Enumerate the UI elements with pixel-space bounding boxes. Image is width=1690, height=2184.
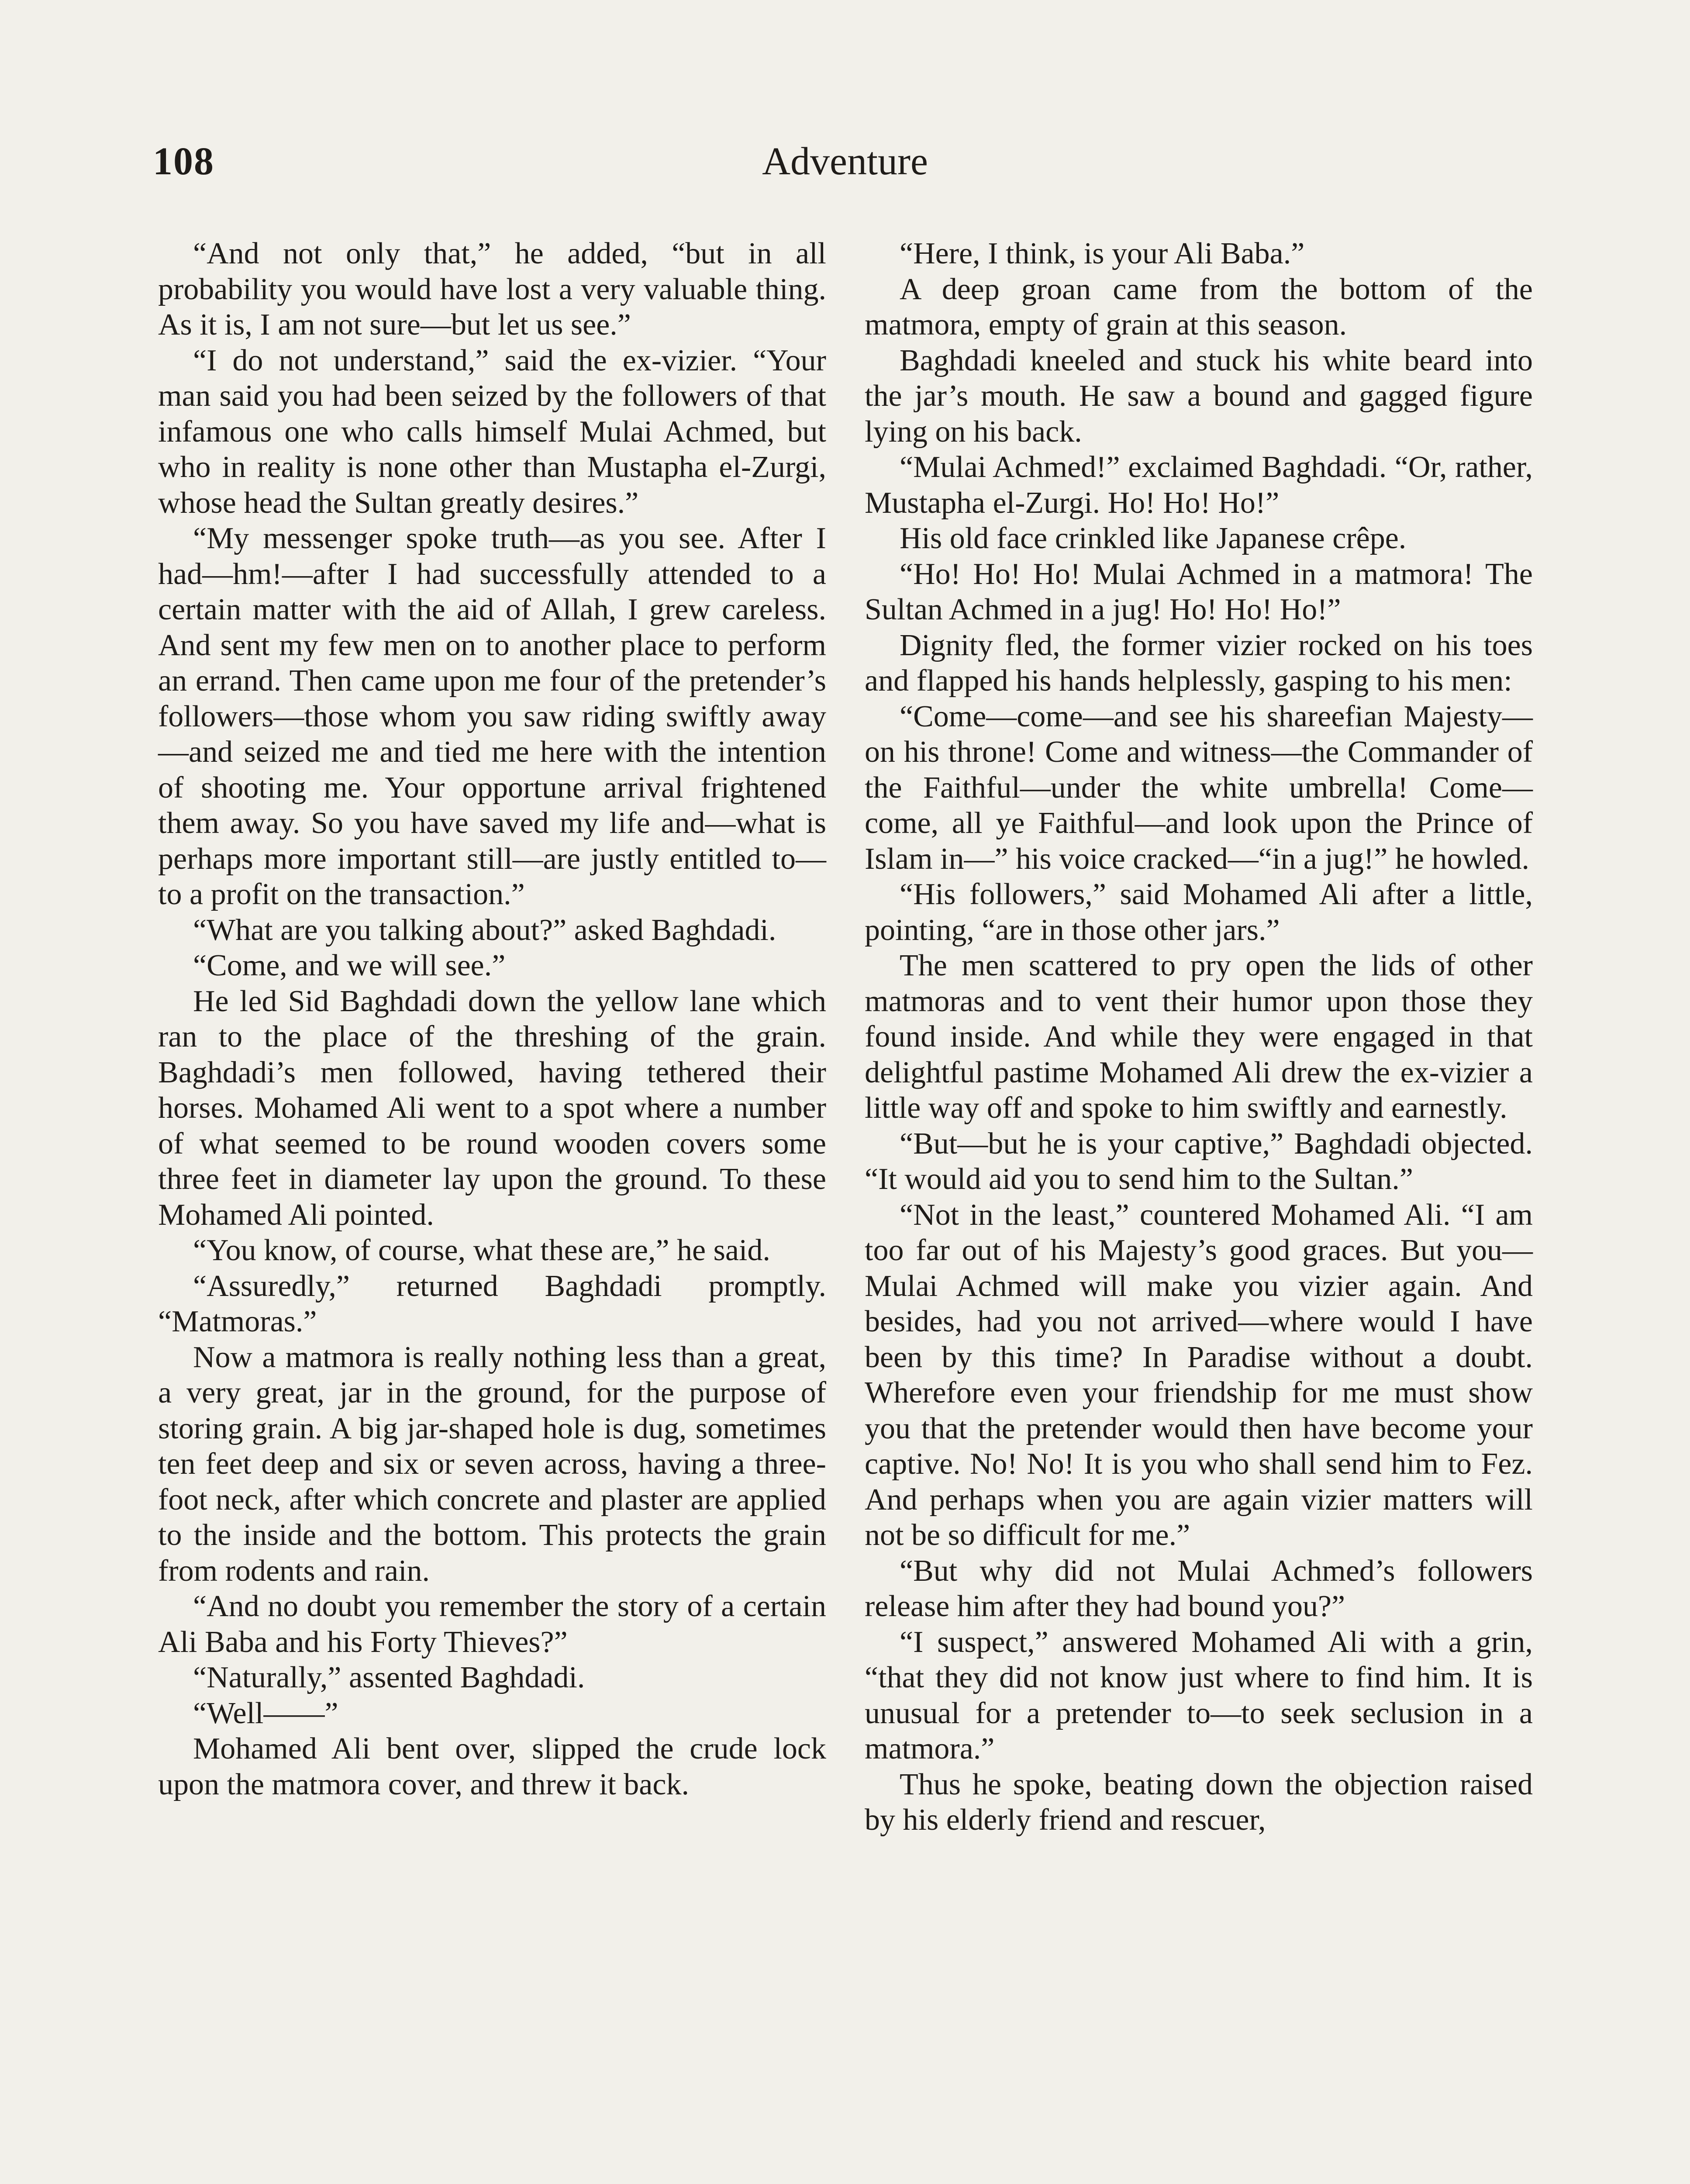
- paragraph: “Naturally,” assented Baghdadi.: [193, 1661, 585, 1694]
- paragraph: Baghdadi kneeled and stuck his white beard into the jar’s mouth. He saw a bound and gagged figure lying on his back.: [865, 343, 1533, 449]
- paragraph: He led Sid Baghdadi down the yellow lane which ran to the place of the threshing of the grain. Baghdadi’s men followed, having tethered their horses. Mohamed Ali went to a spot where a number of what seemed to be round wooden covers some three feet in diameter lay upon the ground. To these Mohamed Ali pointed.: [158, 984, 826, 1232]
- paragraph: “Well——”: [193, 1696, 338, 1730]
- text-column-left: [158, 236, 826, 1802]
- paragraph: “I do not understand,” said the ex-vizier. “Your man said you had been seized by the followers of that infamous one who calls himself Mulai Achmed, but who in reality is none other than Mustapha el-Zurgi, whose head the Sultan greatly desires.”: [158, 343, 826, 520]
- paragraph: His old face crinkled like Japanese crêpe.: [900, 522, 1407, 555]
- paragraph: “Assuredly,” returned Baghdadi promptly. “Matmoras.”: [158, 1269, 826, 1338]
- paragraph: “But why did not Mulai Achmed’s followers release him after they had bound you?”: [865, 1554, 1533, 1623]
- running-head-title: Adventure: [762, 140, 928, 183]
- paragraph: “You know, of course, what these are,” he said.: [193, 1234, 770, 1267]
- paragraph: “My messenger spoke truth—as you see. After I had—hm!—after I had successfully attended to a certain matter with the aid of Allah, I grew careless. And sent my few men on to another place to perform an errand. Then came upon me four of the pretender’s followers—those whom you saw riding swiftly away—and seized me and tied me here with the intention of shooting me. Your opportune arrival frightened them away. So you have saved my life and—what is perhaps more important still—are justly entitled to—to a profit on the transaction.”: [158, 522, 826, 911]
- paragraph: “Ho! Ho! Ho! Mulai Achmed in a matmora! The Sultan Achmed in a jug! Ho! Ho! Ho!”: [865, 557, 1533, 626]
- paragraph: The men scattered to pry open the lids of other matmoras and to vent their humor upon those they found inside. And while they were engaged in that delightful pastime Mohamed Ali drew the ex-vizier a little way off and spoke to him swiftly and earnestly.: [865, 949, 1533, 1125]
- paragraph: “Here, I think, is your Ali Baba.”: [900, 237, 1305, 270]
- text-column-right: [865, 236, 1533, 1838]
- paragraph: Mohamed Ali bent over, slipped the crude lock upon the matmora cover, and threw it back.: [158, 1732, 826, 1801]
- paragraph: “What are you talking about?” asked Baghdadi.: [193, 913, 776, 947]
- paragraph: “His followers,” said Mohamed Ali after a little, pointing, “are in those other jars.”: [865, 878, 1533, 947]
- paragraph: A deep groan came from the bottom of the matmora, empty of grain at this season.: [865, 272, 1533, 342]
- paragraph: “Come, and we will see.”: [193, 949, 506, 982]
- paragraph: Now a matmora is really nothing less than a great, a very great, jar in the ground, for the purpose of storing grain. A big jar-shaped hole is dug, sometimes ten feet deep and six or seven across, having a three-foot neck, after which concrete and plaster are applied to the inside and the bottom. This protects the grain from rodents and rain.: [158, 1340, 826, 1588]
- paragraph: “And no doubt you remember the story of a certain Ali Baba and his Forty Thieves?”: [158, 1590, 826, 1659]
- page-number: 108: [153, 140, 214, 183]
- paragraph: “And not only that,” he added, “but in all probability you would have lost a very valuable thing. As it is, I am not sure—but let us see.”: [158, 237, 826, 342]
- paragraph: “Mulai Achmed!” exclaimed Baghdadi. “Or, rather, Mustapha el-Zurgi. Ho! Ho! Ho!”: [865, 450, 1533, 520]
- paragraph: “But—but he is your captive,” Baghdadi objected. “It would aid you to send him to the Sultan.”: [865, 1127, 1533, 1196]
- paragraph: “Not in the least,” countered Mohamed Ali. “I am too far out of his Majesty’s good graces. But you—Mulai Achmed will make you vizier again. And besides, had you not arrived—where would I have been by this time? In Paradise without a doubt. Wherefore even your friendship for me must show you that the pretender would then have become your captive. No! No! It is you who shall send him to Fez. And perhaps when you are again vizier matters will not be so difficult for me.”: [865, 1198, 1533, 1552]
- paragraph: “Come—come—and see his shareefian Majesty—on his throne! Come and witness—the Commander of the Faithful—under the white umbrella! Come—come, all ye Faithful—and look upon the Prince of Islam in—” his voice cracked—“in a jug!” he howled.: [865, 699, 1533, 876]
- paragraph: Thus he spoke, beating down the objection raised by his elderly friend and rescuer,: [865, 1767, 1533, 1837]
- paragraph: “I suspect,” answered Mohamed Ali with a grin, “that they did not know just where to find him. It is unusual for a pretender to—to seek seclusion in a matmora.”: [865, 1625, 1533, 1766]
- paragraph: Dignity fled, the former vizier rocked on his toes and flapped his hands helplessly, gasping to his men:: [865, 628, 1533, 698]
